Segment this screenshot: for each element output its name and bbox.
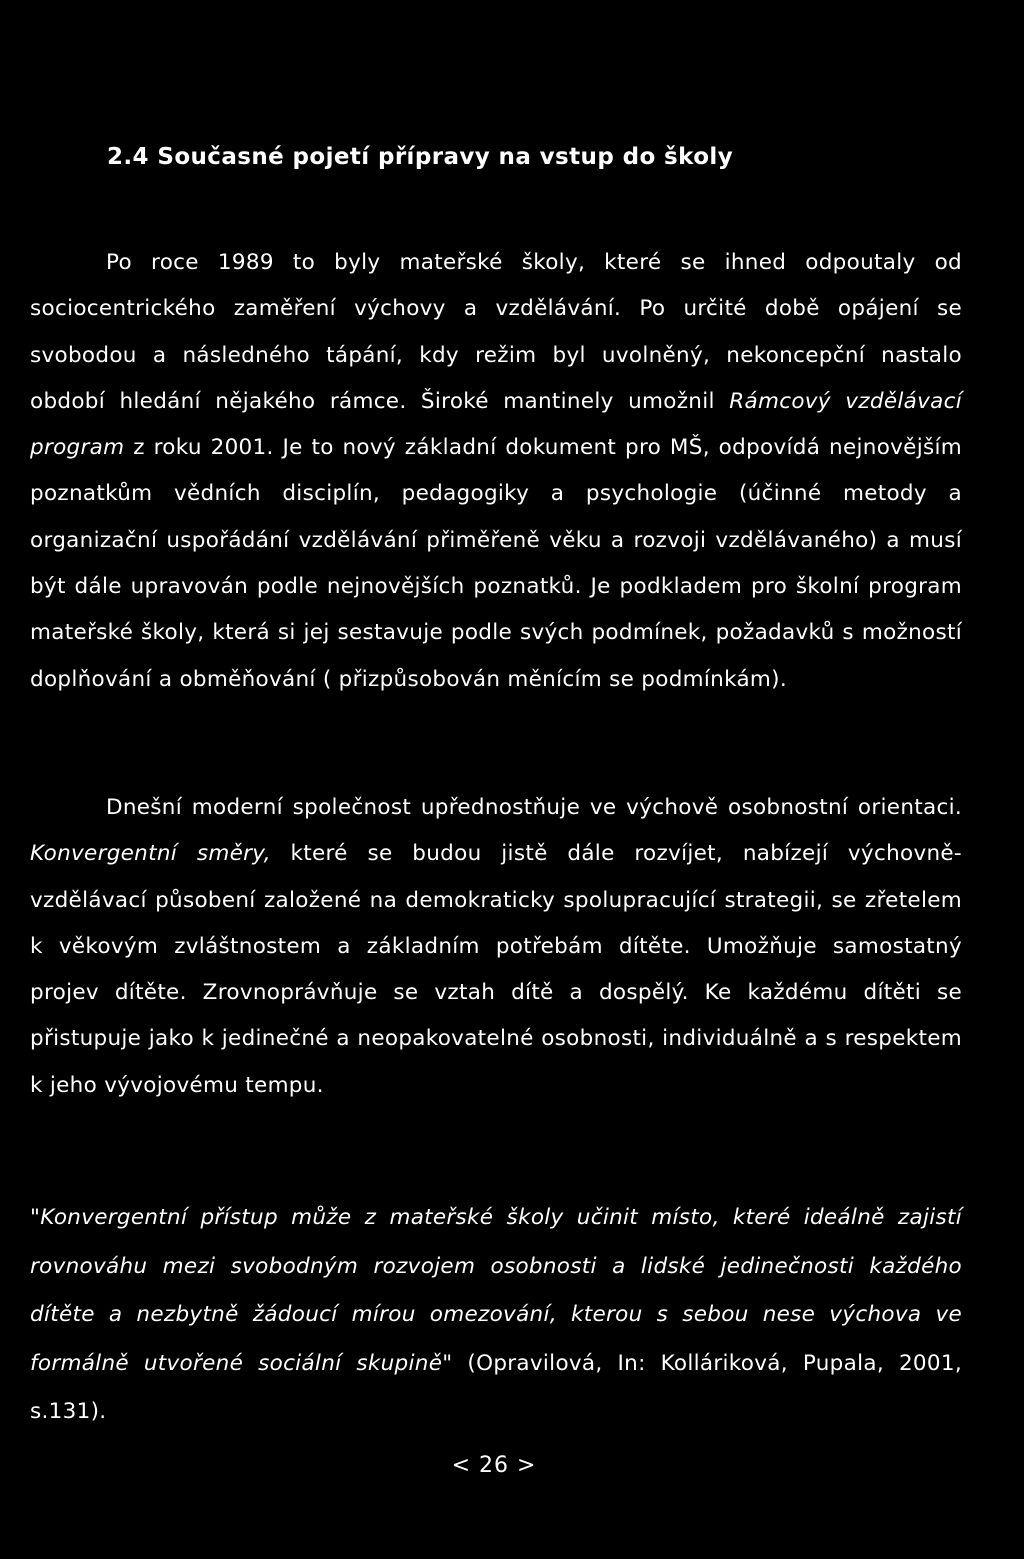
convergent-directions-italic: Konvergentní směry, (30, 841, 271, 867)
block-quote (30, 1194, 962, 1437)
paragraph-1-text-start: Po roce 1989 to byly mateřské školy, které se ihned odpoutaly od sociocentrického zaměření výchovy a vzdělávání. Po určité době opájení se svobodou a následného tápání, kdy režim byl uvolněný, nekoncepční nastalo období hledání nějakého rámce. Široké mantinely umožnil (30, 250, 962, 414)
paragraph-2-text-start: Dnešní moderní společnost upřednostňuje ve výchově osobnostní orientaci. (106, 795, 962, 820)
paragraph-1-text-end: z roku 2001. Je to nový základní dokument pro MŠ, odpovídá nejnovějším poznatkům vědních disciplín, pedagogiky a psychologie (účinné metody a organizační uspořádání vzdělávání přiměřeně věku a rozvoji vzdělávaného) a musí být dále upravován podle nejnovějších poznatků. Je podkladem pro školní program mateřské školy, která si jej sestavuje podle svých podmínek, požadavků s možností doplňování a obměňování ( přizpůsobován měnícím se podmínkám). (30, 435, 962, 692)
paragraph-1 (30, 240, 962, 703)
paragraph-2 (30, 785, 962, 1109)
quote-text: "Konvergentní přístup může z mateřské školy učinit místo, které ideálně zajistí rovnováhu mezi svobodným rozvojem osobnosti a lidské jedinečnosti každého dítěte a nezbytně žádoucí mírou omezování, kterou s sebou nese výchova ve formálně utvořené sociální skupině" (30, 1205, 962, 1376)
paragraph-2-text-end: které se budou jistě dále rozvíjet, nabízejí výchovně-vzdělávací působení založené na demokraticky spolupracující strategii, se zřetelem k věkovým zvláštnostem a základním potřebám dítěte. Umožňuje samostatný projev dítěte. Zrovnoprávňuje se vztah dítě a dospělý. Ke každému dítěti se přistupuje jako k jedinečné a neopakovatelné osobnosti, individuálně a s respektem k jeho vývojovému tempu. (30, 841, 962, 1098)
section-heading: 2.4 Současné pojetí přípravy na vstup do školy (107, 144, 734, 170)
quote-citation: (Opravilová, In: Kolláriková, Pupala, 2001, s.131). (30, 1350, 962, 1424)
page-number: < 26 > (451, 1453, 537, 1478)
program-title-italic: Rámcový vzdělávací program (30, 388, 962, 461)
